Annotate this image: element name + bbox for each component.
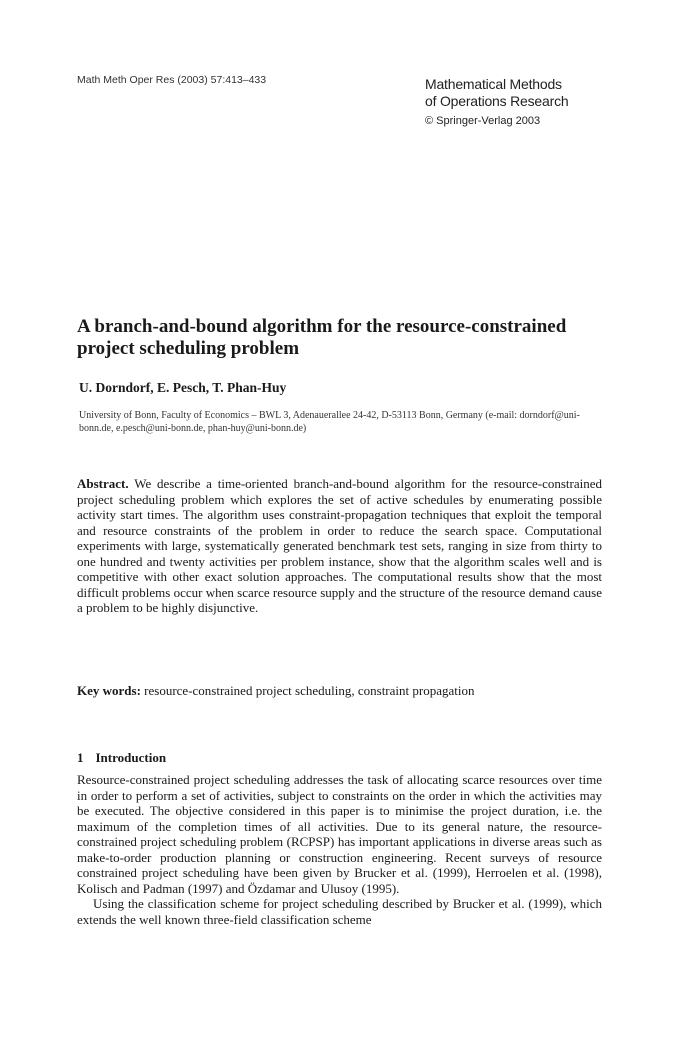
abstract <box>77 476 602 616</box>
keywords-text: resource-constrained project scheduling, constraint propagation <box>144 683 475 698</box>
keywords-label: Key words: <box>77 683 141 698</box>
body-paragraph-2: Using the classification scheme for project scheduling described by Brucker et al. (1999), which extends the well known three-field classification scheme <box>77 896 602 927</box>
abstract-text: We describe a time-oriented branch-and-bound algorithm for the resource-constrained project scheduling problem which explores the set of active schedules by enumerating possible activity start times. The algorithm uses constraint-propagation techniques that exploit the temporal and resource constraints of the problem in order to reduce the search space. Computational experiments with large, systematically generated benchmark test sets, ranging in size from thirty to one hundred and twenty activities per problem instance, show that the algorithm scales well and is competitive with other exact solution approaches. The computational results show that the most difficult problems occur when scarce resource supply and the structure of the resource demand cause a problem to be highly disjunctive. <box>77 476 602 615</box>
keywords <box>77 683 602 699</box>
article-title: A branch-and-bound algorithm for the resource-constrained project scheduling problem <box>77 316 567 359</box>
journal-name-line2: of Operations Research <box>425 93 569 109</box>
author-list: U. Dorndorf, E. Pesch, T. Phan-Huy <box>79 380 287 395</box>
section-heading <box>77 750 166 766</box>
copyright-notice: © Springer-Verlag 2003 <box>425 115 541 127</box>
section-body <box>77 772 602 927</box>
journal-reference: Math Meth Oper Res (2003) 57:413–433 <box>77 74 267 86</box>
section-number: 1 <box>77 750 84 765</box>
section-title: Introduction <box>95 750 167 765</box>
author-affiliation: University of Bonn, Faculty of Economics – BWL 3, Adenauerallee 24-42, D-53113 Bonn, Germany (e-mail: dorndorf@uni-bonn.de, e.pesch@uni-bonn.de, phan-huy@uni-bonn.de) <box>79 410 580 434</box>
body-paragraph-1: Resource-constrained project scheduling addresses the task of allocating scarce resources over time in order to perform a set of activities, subject to constraints on the order in which the activities may be executed. The objective considered in this paper is to minimise the project duration, i.e. the maximum of the completion times of all activities. Due to its general nature, the resource-constrained project scheduling problem (RCPSP) has important applications in diverse areas such as make-to-order production planning or construction engineering. Recent surveys of resource constrained project scheduling have been given by Brucker et al. (1999), Herroelen et al. (1998), Kolisch and Padman (1997) and Özdamar and Ulusoy (1995). <box>77 772 602 896</box>
abstract-label: Abstract. <box>77 476 129 491</box>
journal-masthead <box>425 76 625 128</box>
journal-name-line1: Mathematical Methods <box>425 76 562 92</box>
